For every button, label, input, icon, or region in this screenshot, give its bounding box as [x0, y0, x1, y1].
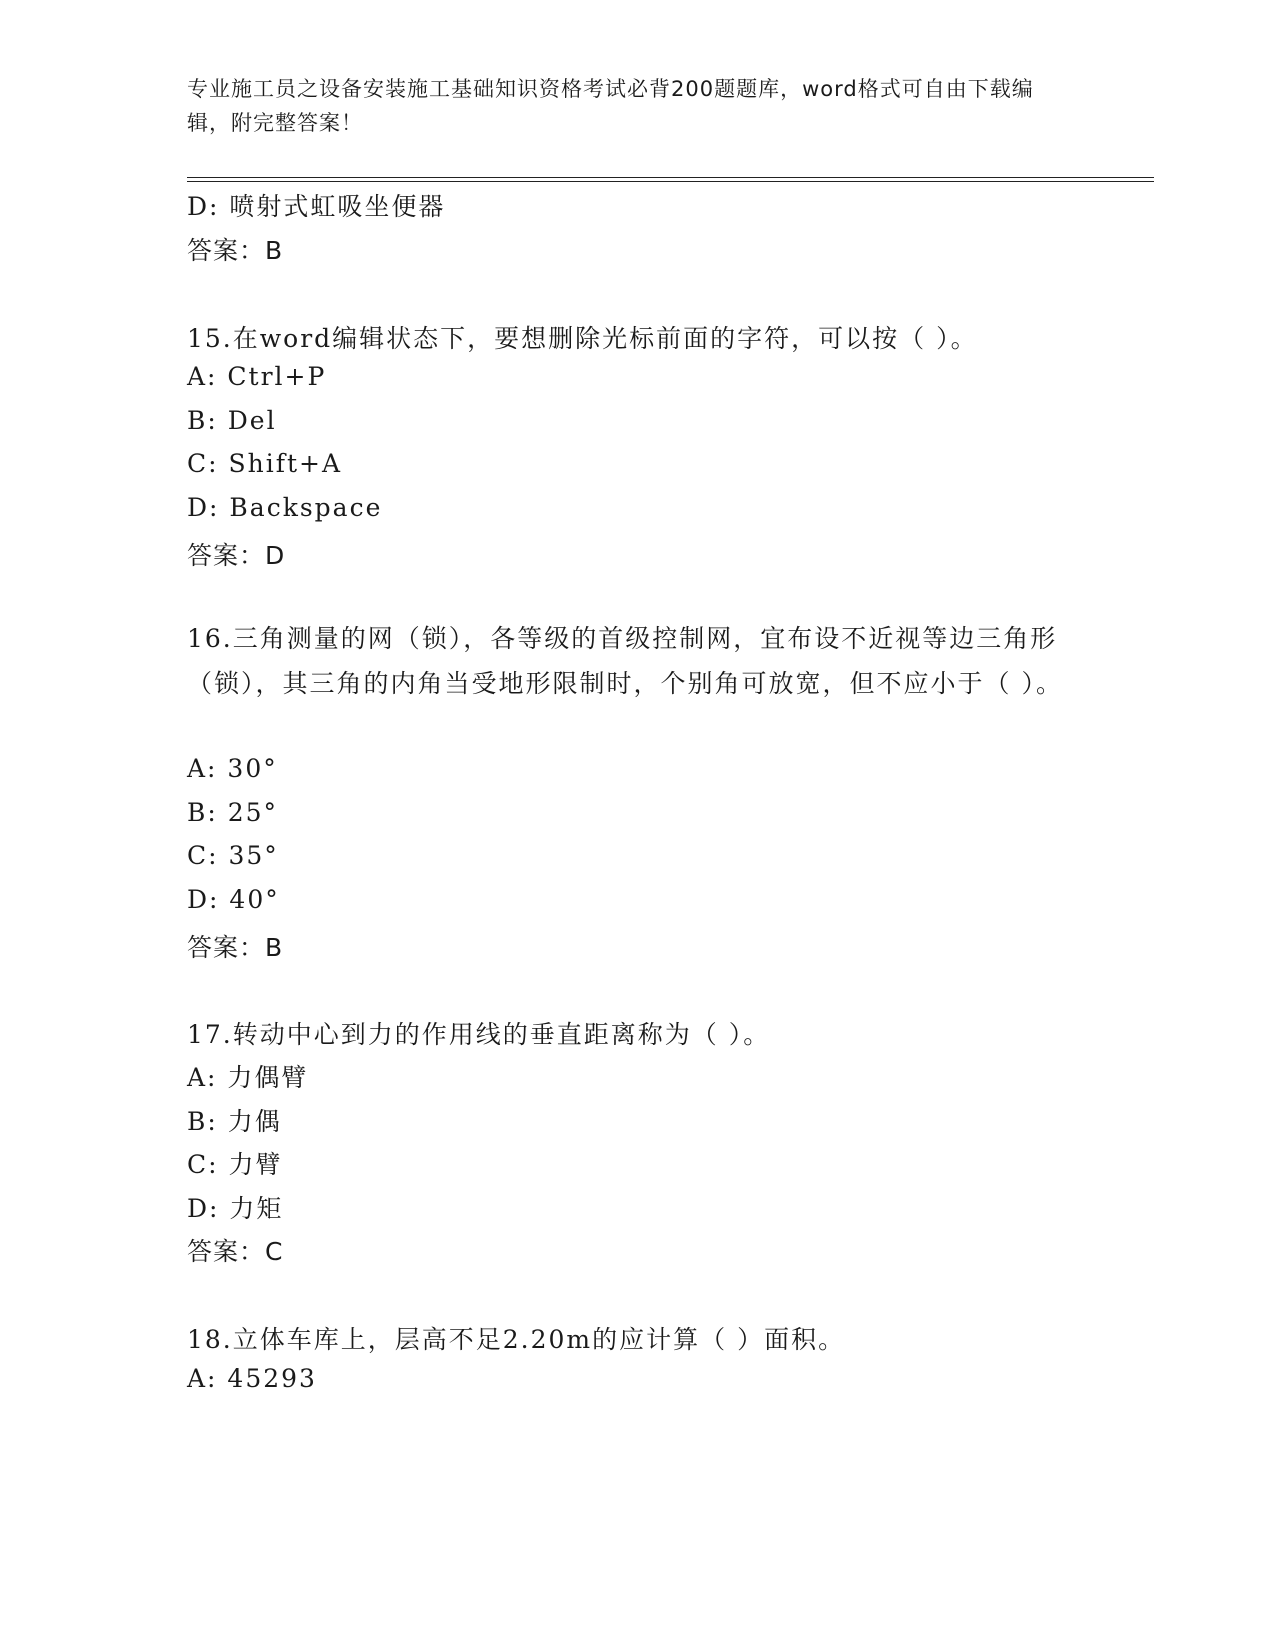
question-17-answer: 答案：C	[187, 1237, 284, 1266]
question-17-stem: 17.转动中心到力的作用线的垂直距离称为（ ）。	[187, 1020, 771, 1049]
header-divider-top	[187, 177, 1154, 178]
question-15-option-b: B: Del	[187, 406, 277, 435]
question-18-option-a: A: 45293	[187, 1364, 317, 1393]
question-17-option-b: B: 力偶	[187, 1107, 282, 1136]
question-16-answer: 答案：B	[187, 933, 284, 962]
question-16-option-d: D: 40°	[187, 885, 280, 914]
header-divider-bottom	[187, 181, 1154, 182]
question-15-option-d: D: Backspace	[187, 493, 383, 522]
question-16-option-c: C: 35°	[187, 841, 279, 870]
question-15-option-a: A: Ctrl+P	[187, 362, 327, 391]
document-header: 专业施工员之设备安装施工基础知识资格考试必背200题题库，word格式可自由下载编辑，附完整答案！	[187, 77, 1034, 135]
question-18-stem: 18.立体车库上，层高不足2.20m的应计算（ ）面积。	[187, 1325, 846, 1354]
question-15-option-c: C: Shift+A	[187, 449, 343, 478]
prev-option-d: D: 喷射式虹吸坐便器	[187, 192, 446, 221]
question-17-option-c: C: 力臂	[187, 1150, 283, 1179]
question-16-option-a: A: 30°	[187, 754, 278, 783]
question-15-stem: 15.在word编辑状态下，要想删除光标前面的字符，可以按（ ）。	[187, 324, 978, 353]
question-17-option-d: D: 力矩	[187, 1194, 284, 1223]
question-15-answer: 答案：D	[187, 541, 286, 570]
question-16-option-b: B: 25°	[187, 798, 279, 827]
question-17-option-a: A: 力偶臂	[187, 1063, 309, 1092]
question-16-stem: 16.三角测量的网（锁），各等级的首级控制网，宜布设不近视等边三角形（锁），其三角的内角当受地形限制时，个别角可放宽，但不应小于（ ）。	[187, 624, 1063, 698]
prev-answer: 答案：B	[187, 236, 284, 265]
